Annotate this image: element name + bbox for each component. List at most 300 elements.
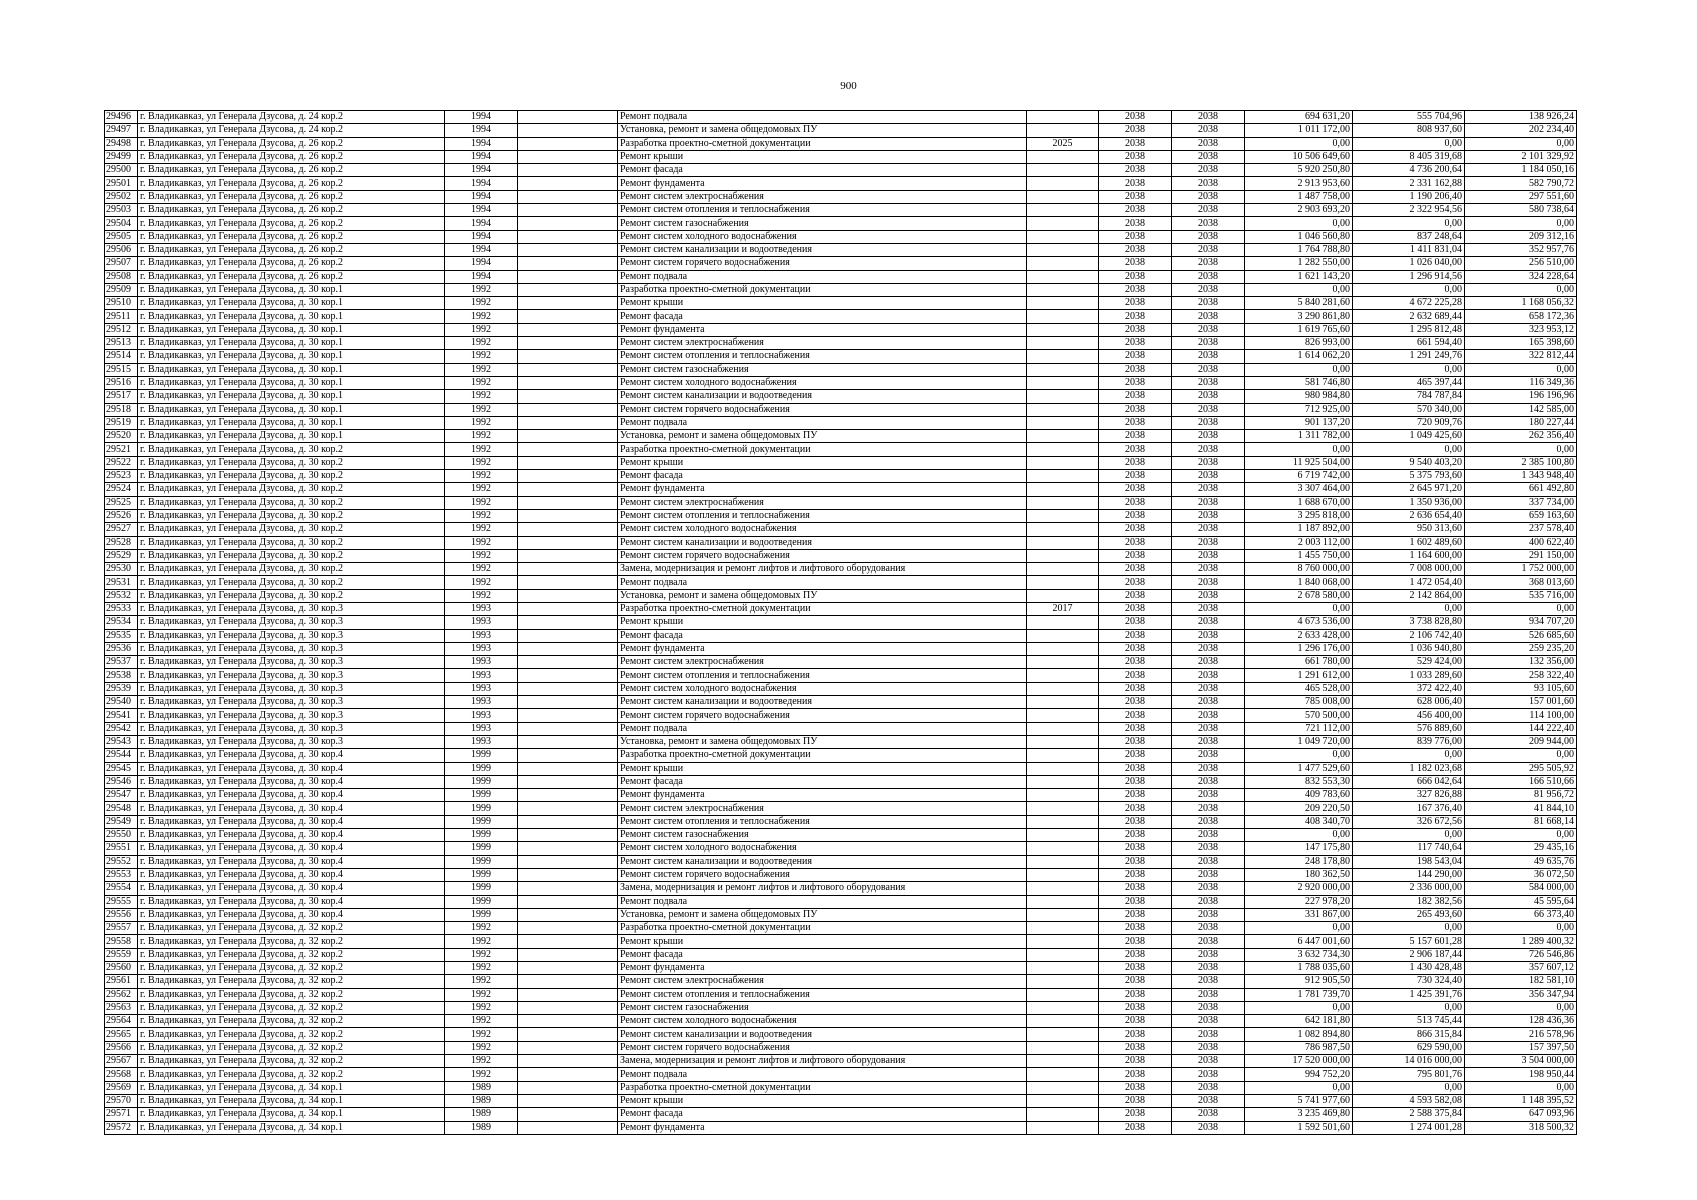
cell-plan-year-start: 2038	[1099, 376, 1172, 389]
cell-address: г. Владикавказ, ул Генерала Дзусова, д. 26 кор.2	[138, 150, 445, 163]
cell-address: г. Владикавказ, ул Генерала Дзусова, д. 32 кор.2	[138, 988, 445, 1001]
cell-empty-col	[518, 589, 618, 602]
cell-owner-cost: 144 222,40	[1465, 722, 1577, 735]
cell-fund-cost: 0,00	[1353, 363, 1465, 376]
cell-address: г. Владикавказ, ул Генерала Дзусова, д. 26 кор.2	[138, 177, 445, 190]
cell-owner-cost: 356 347,94	[1465, 988, 1577, 1001]
cell-design-year	[1027, 164, 1099, 177]
cell-total-cost: 1 046 560,80	[1245, 230, 1353, 243]
cell-work-type: Разработка проектно-сметной документации	[618, 1081, 1027, 1094]
table-row	[105, 1001, 1577, 1014]
cell-fund-cost: 1 026 040,00	[1353, 257, 1465, 270]
cell-build-year: 1992	[445, 376, 518, 389]
cell-plan-year-end: 2038	[1172, 696, 1245, 709]
cell-empty-col	[518, 443, 618, 456]
cell-total-cost: 2 913 953,60	[1245, 177, 1353, 190]
cell-plan-year-end: 2038	[1172, 735, 1245, 748]
cell-work-type: Ремонт систем канализации и водоотведения	[618, 696, 1027, 709]
cell-fund-cost: 576 889,60	[1353, 722, 1465, 735]
cell-empty-col	[518, 829, 618, 842]
cell-total-cost: 1 781 739,70	[1245, 988, 1353, 1001]
cell-fund-cost: 0,00	[1353, 443, 1465, 456]
cell-owner-cost: 526 685,60	[1465, 629, 1577, 642]
cell-plan-year-end: 2038	[1172, 297, 1245, 310]
table-row	[105, 257, 1577, 270]
cell-total-cost: 642 181,80	[1245, 1015, 1353, 1028]
cell-address: г. Владикавказ, ул Генерала Дзусова, д. 30 кор.3	[138, 656, 445, 669]
cell-address: г. Владикавказ, ул Генерала Дзусова, д. 30 кор.2	[138, 589, 445, 602]
cell-fund-cost: 555 704,96	[1353, 111, 1465, 124]
table-row	[105, 855, 1577, 868]
cell-address: г. Владикавказ, ул Генерала Дзусова, д. 30 кор.2	[138, 536, 445, 549]
cell-build-year: 1999	[445, 842, 518, 855]
cell-row-number: 29572	[105, 1121, 138, 1134]
cell-plan-year-end: 2038	[1172, 709, 1245, 722]
table-row	[105, 363, 1577, 376]
table-row	[105, 762, 1577, 775]
cell-plan-year-start: 2038	[1099, 443, 1172, 456]
cell-plan-year-end: 2038	[1172, 975, 1245, 988]
cell-design-year	[1027, 257, 1099, 270]
cell-plan-year-end: 2038	[1172, 217, 1245, 230]
cell-plan-year-start: 2038	[1099, 882, 1172, 895]
cell-owner-cost: 196 196,96	[1465, 390, 1577, 403]
cell-empty-col	[518, 337, 618, 350]
cell-total-cost: 0,00	[1245, 922, 1353, 935]
cell-work-type: Разработка проектно-сметной документации	[618, 922, 1027, 935]
cell-empty-col	[518, 696, 618, 709]
cell-build-year: 1993	[445, 616, 518, 629]
cell-row-number: 29543	[105, 735, 138, 748]
cell-build-year: 1993	[445, 656, 518, 669]
cell-fund-cost: 628 006,40	[1353, 696, 1465, 709]
cell-total-cost: 0,00	[1245, 602, 1353, 615]
table-row	[105, 124, 1577, 137]
cell-work-type: Ремонт подвала	[618, 270, 1027, 283]
cell-build-year: 1992	[445, 337, 518, 350]
cell-plan-year-start: 2038	[1099, 470, 1172, 483]
cell-work-type: Ремонт систем холодного водоснабжения	[618, 682, 1027, 695]
cell-plan-year-start: 2038	[1099, 204, 1172, 217]
cell-build-year: 1989	[445, 1108, 518, 1121]
cell-empty-col	[518, 669, 618, 682]
cell-work-type: Ремонт систем отопления и теплоснабжения	[618, 988, 1027, 1001]
cell-owner-cost: 81 956,72	[1465, 789, 1577, 802]
cell-plan-year-end: 2038	[1172, 257, 1245, 270]
cell-total-cost: 3 307 464,00	[1245, 483, 1353, 496]
cell-row-number: 29571	[105, 1108, 138, 1121]
cell-owner-cost: 659 163,60	[1465, 509, 1577, 522]
cell-fund-cost: 2 645 971,20	[1353, 483, 1465, 496]
cell-design-year	[1027, 882, 1099, 895]
table-row	[105, 962, 1577, 975]
cell-work-type: Ремонт крыши	[618, 935, 1027, 948]
cell-total-cost: 2 920 000,00	[1245, 882, 1353, 895]
table-row	[105, 137, 1577, 150]
cell-fund-cost: 1 425 391,76	[1353, 988, 1465, 1001]
cell-address: г. Владикавказ, ул Генерала Дзусова, д. 26 кор.2	[138, 230, 445, 243]
cell-plan-year-end: 2038	[1172, 1041, 1245, 1054]
cell-owner-cost: 132 356,00	[1465, 656, 1577, 669]
cell-address: г. Владикавказ, ул Генерала Дзусова, д. 30 кор.2	[138, 496, 445, 509]
cell-work-type: Ремонт систем электроснабжения	[618, 975, 1027, 988]
cell-design-year	[1027, 350, 1099, 363]
cell-total-cost: 227 978,20	[1245, 895, 1353, 908]
cell-empty-col	[518, 111, 618, 124]
cell-work-type: Ремонт подвала	[618, 895, 1027, 908]
cell-empty-col	[518, 483, 618, 496]
cell-build-year: 1992	[445, 1001, 518, 1014]
table-row	[105, 842, 1577, 855]
cell-empty-col	[518, 616, 618, 629]
cell-plan-year-end: 2038	[1172, 775, 1245, 788]
cell-build-year: 1999	[445, 829, 518, 842]
cell-work-type: Ремонт крыши	[618, 762, 1027, 775]
cell-work-type: Разработка проектно-сметной документации	[618, 602, 1027, 615]
cell-work-type: Ремонт систем горячего водоснабжения	[618, 709, 1027, 722]
cell-design-year	[1027, 416, 1099, 429]
cell-plan-year-start: 2038	[1099, 829, 1172, 842]
cell-empty-col	[518, 789, 618, 802]
table-row	[105, 523, 1577, 536]
cell-plan-year-end: 2038	[1172, 137, 1245, 150]
cell-empty-col	[518, 642, 618, 655]
cell-plan-year-end: 2038	[1172, 616, 1245, 629]
cell-owner-cost: 726 546,86	[1465, 948, 1577, 961]
table-row	[105, 1108, 1577, 1121]
cell-build-year: 1994	[445, 257, 518, 270]
cell-work-type: Ремонт систем отопления и теплоснабжения	[618, 350, 1027, 363]
cell-plan-year-end: 2038	[1172, 111, 1245, 124]
cell-address: г. Владикавказ, ул Генерала Дзусова, д. 26 кор.2	[138, 270, 445, 283]
cell-fund-cost: 720 909,76	[1353, 416, 1465, 429]
cell-plan-year-start: 2038	[1099, 948, 1172, 961]
cell-address: г. Владикавказ, ул Генерала Дзусова, д. 32 кор.2	[138, 1028, 445, 1041]
cell-fund-cost: 666 042,64	[1353, 775, 1465, 788]
cell-total-cost: 832 553,30	[1245, 775, 1353, 788]
cell-plan-year-start: 2038	[1099, 642, 1172, 655]
cell-fund-cost: 1 296 914,56	[1353, 270, 1465, 283]
cell-total-cost: 1 282 550,00	[1245, 257, 1353, 270]
table-row	[105, 376, 1577, 389]
cell-plan-year-start: 2038	[1099, 1094, 1172, 1107]
cell-address: г. Владикавказ, ул Генерала Дзусова, д. 26 кор.2	[138, 257, 445, 270]
table-row	[105, 217, 1577, 230]
cell-design-year	[1027, 509, 1099, 522]
cell-owner-cost: 29 435,16	[1465, 842, 1577, 855]
cell-row-number: 29553	[105, 868, 138, 881]
cell-owner-cost: 237 578,40	[1465, 523, 1577, 536]
cell-owner-cost: 36 072,50	[1465, 868, 1577, 881]
cell-owner-cost: 0,00	[1465, 922, 1577, 935]
cell-plan-year-start: 2038	[1099, 496, 1172, 509]
cell-empty-col	[518, 177, 618, 190]
cell-work-type: Ремонт фундамента	[618, 642, 1027, 655]
cell-owner-cost: 323 953,12	[1465, 323, 1577, 336]
cell-build-year: 1999	[445, 855, 518, 868]
cell-plan-year-start: 2038	[1099, 363, 1172, 376]
cell-address: г. Владикавказ, ул Генерала Дзусова, д. 30 кор.2	[138, 509, 445, 522]
cell-plan-year-end: 2038	[1172, 1094, 1245, 1107]
cell-plan-year-end: 2038	[1172, 935, 1245, 948]
cell-total-cost: 6 719 742,00	[1245, 470, 1353, 483]
cell-owner-cost: 0,00	[1465, 363, 1577, 376]
cell-owner-cost: 318 500,32	[1465, 1121, 1577, 1134]
cell-plan-year-start: 2038	[1099, 722, 1172, 735]
cell-empty-col	[518, 536, 618, 549]
cell-design-year	[1027, 443, 1099, 456]
cell-plan-year-start: 2038	[1099, 709, 1172, 722]
cell-owner-cost: 661 492,80	[1465, 483, 1577, 496]
cell-fund-cost: 2 906 187,44	[1353, 948, 1465, 961]
table-row	[105, 775, 1577, 788]
cell-total-cost: 5 741 977,60	[1245, 1094, 1353, 1107]
cell-empty-col	[518, 270, 618, 283]
cell-plan-year-end: 2038	[1172, 762, 1245, 775]
cell-owner-cost: 142 585,00	[1465, 403, 1577, 416]
cell-address: г. Владикавказ, ул Генерала Дзусова, д. 30 кор.3	[138, 629, 445, 642]
cell-owner-cost: 157 397,50	[1465, 1041, 1577, 1054]
cell-plan-year-start: 2038	[1099, 523, 1172, 536]
cell-address: г. Владикавказ, ул Генерала Дзусова, д. 32 кор.2	[138, 948, 445, 961]
cell-design-year	[1027, 1108, 1099, 1121]
cell-plan-year-end: 2038	[1172, 1068, 1245, 1081]
cell-build-year: 1992	[445, 390, 518, 403]
cell-design-year	[1027, 1041, 1099, 1054]
cell-fund-cost: 570 340,00	[1353, 403, 1465, 416]
cell-owner-cost: 297 551,60	[1465, 190, 1577, 203]
cell-row-number: 29540	[105, 696, 138, 709]
table-row	[105, 1028, 1577, 1041]
cell-fund-cost: 1 291 249,76	[1353, 350, 1465, 363]
table-row	[105, 935, 1577, 948]
cell-design-year	[1027, 536, 1099, 549]
cell-row-number: 29517	[105, 390, 138, 403]
cell-fund-cost: 529 424,00	[1353, 656, 1465, 669]
cell-owner-cost: 81 668,14	[1465, 815, 1577, 828]
cell-empty-col	[518, 430, 618, 443]
table-row	[105, 563, 1577, 576]
cell-address: г. Владикавказ, ул Генерала Дзусова, д. 30 кор.4	[138, 775, 445, 788]
cell-fund-cost: 4 593 582,08	[1353, 1094, 1465, 1107]
cell-owner-cost: 400 622,40	[1465, 536, 1577, 549]
cell-plan-year-start: 2038	[1099, 416, 1172, 429]
cell-plan-year-end: 2038	[1172, 1055, 1245, 1068]
cell-fund-cost: 808 937,60	[1353, 124, 1465, 137]
cell-address: г. Владикавказ, ул Генерала Дзусова, д. 26 кор.2	[138, 243, 445, 256]
cell-build-year: 1999	[445, 882, 518, 895]
cell-plan-year-start: 2038	[1099, 935, 1172, 948]
cell-owner-cost: 114 100,00	[1465, 709, 1577, 722]
cell-total-cost: 8 760 000,00	[1245, 563, 1353, 576]
cell-total-cost: 1 619 765,60	[1245, 323, 1353, 336]
cell-design-year	[1027, 1028, 1099, 1041]
cell-plan-year-start: 2038	[1099, 762, 1172, 775]
cell-address: г. Владикавказ, ул Генерала Дзусова, д. 30 кор.1	[138, 283, 445, 296]
cell-address: г. Владикавказ, ул Генерала Дзусова, д. 34 кор.1	[138, 1108, 445, 1121]
cell-owner-cost: 209 312,16	[1465, 230, 1577, 243]
cell-owner-cost: 1 168 056,32	[1465, 297, 1577, 310]
cell-plan-year-end: 2038	[1172, 669, 1245, 682]
cell-empty-col	[518, 257, 618, 270]
cell-build-year: 1999	[445, 868, 518, 881]
cell-row-number: 29550	[105, 829, 138, 842]
cell-fund-cost: 2 588 375,84	[1353, 1108, 1465, 1121]
cell-design-year	[1027, 682, 1099, 695]
cell-fund-cost: 4 736 200,64	[1353, 164, 1465, 177]
cell-plan-year-start: 2038	[1099, 696, 1172, 709]
cell-plan-year-start: 2038	[1099, 855, 1172, 868]
cell-build-year: 1994	[445, 150, 518, 163]
cell-plan-year-end: 2038	[1172, 602, 1245, 615]
cell-row-number: 29534	[105, 616, 138, 629]
cell-owner-cost: 291 150,00	[1465, 549, 1577, 562]
cell-total-cost: 408 340,70	[1245, 815, 1353, 828]
cell-design-year	[1027, 483, 1099, 496]
cell-row-number: 29544	[105, 749, 138, 762]
cell-build-year: 1994	[445, 230, 518, 243]
cell-address: г. Владикавказ, ул Генерала Дзусова, д. 30 кор.1	[138, 390, 445, 403]
cell-build-year: 1994	[445, 137, 518, 150]
cell-address: г. Владикавказ, ул Генерала Дзусова, д. 30 кор.4	[138, 815, 445, 828]
cell-build-year: 1989	[445, 1094, 518, 1107]
cell-work-type: Ремонт крыши	[618, 1094, 1027, 1107]
cell-work-type: Ремонт систем холодного водоснабжения	[618, 1015, 1027, 1028]
cell-row-number: 29560	[105, 962, 138, 975]
cell-row-number: 29564	[105, 1015, 138, 1028]
cell-fund-cost: 784 787,84	[1353, 390, 1465, 403]
table-row	[105, 536, 1577, 549]
cell-build-year: 1992	[445, 323, 518, 336]
cell-empty-col	[518, 908, 618, 921]
cell-plan-year-start: 2038	[1099, 1068, 1172, 1081]
cell-row-number: 29556	[105, 908, 138, 921]
cell-design-year	[1027, 1068, 1099, 1081]
cell-fund-cost: 0,00	[1353, 602, 1465, 615]
cell-plan-year-end: 2038	[1172, 1028, 1245, 1041]
cell-plan-year-end: 2038	[1172, 829, 1245, 842]
cell-work-type: Ремонт фасада	[618, 164, 1027, 177]
cell-empty-col	[518, 230, 618, 243]
cell-work-type: Ремонт фундамента	[618, 962, 1027, 975]
cell-row-number: 29529	[105, 549, 138, 562]
cell-plan-year-start: 2038	[1099, 390, 1172, 403]
cell-row-number: 29561	[105, 975, 138, 988]
cell-address: г. Владикавказ, ул Генерала Дзусова, д. 32 кор.2	[138, 962, 445, 975]
cell-plan-year-start: 2038	[1099, 1055, 1172, 1068]
cell-owner-cost: 3 504 000,00	[1465, 1055, 1577, 1068]
cell-total-cost: 712 925,00	[1245, 403, 1353, 416]
cell-total-cost: 1 788 035,60	[1245, 962, 1353, 975]
cell-empty-col	[518, 855, 618, 868]
cell-work-type: Ремонт крыши	[618, 616, 1027, 629]
cell-row-number: 29519	[105, 416, 138, 429]
table-row	[105, 430, 1577, 443]
cell-plan-year-start: 2038	[1099, 616, 1172, 629]
cell-work-type: Разработка проектно-сметной документации	[618, 749, 1027, 762]
cell-build-year: 1992	[445, 363, 518, 376]
cell-total-cost: 694 631,20	[1245, 111, 1353, 124]
cell-fund-cost: 1 472 054,40	[1353, 576, 1465, 589]
cell-owner-cost: 0,00	[1465, 1001, 1577, 1014]
cell-row-number: 29541	[105, 709, 138, 722]
cell-empty-col	[518, 363, 618, 376]
cell-total-cost: 209 220,50	[1245, 802, 1353, 815]
cell-row-number: 29568	[105, 1068, 138, 1081]
cell-total-cost: 1 614 062,20	[1245, 350, 1353, 363]
cell-owner-cost: 584 000,00	[1465, 882, 1577, 895]
cell-plan-year-end: 2038	[1172, 230, 1245, 243]
cell-plan-year-end: 2038	[1172, 589, 1245, 602]
cell-design-year	[1027, 962, 1099, 975]
cell-empty-col	[518, 842, 618, 855]
cell-plan-year-end: 2038	[1172, 270, 1245, 283]
cell-design-year	[1027, 1015, 1099, 1028]
table-row	[105, 709, 1577, 722]
cell-build-year: 1994	[445, 124, 518, 137]
cell-total-cost: 1 187 892,00	[1245, 523, 1353, 536]
cell-build-year: 1992	[445, 576, 518, 589]
cell-row-number: 29505	[105, 230, 138, 243]
cell-plan-year-start: 2038	[1099, 483, 1172, 496]
cell-fund-cost: 327 826,88	[1353, 789, 1465, 802]
cell-work-type: Ремонт систем электроснабжения	[618, 337, 1027, 350]
cell-build-year: 1992	[445, 297, 518, 310]
cell-plan-year-end: 2038	[1172, 815, 1245, 828]
cell-owner-cost: 166 510,66	[1465, 775, 1577, 788]
table-row	[105, 177, 1577, 190]
cell-plan-year-end: 2038	[1172, 177, 1245, 190]
cell-build-year: 1992	[445, 310, 518, 323]
cell-design-year	[1027, 390, 1099, 403]
cell-row-number: 29501	[105, 177, 138, 190]
cell-owner-cost: 66 373,40	[1465, 908, 1577, 921]
cell-total-cost: 994 752,20	[1245, 1068, 1353, 1081]
cell-design-year	[1027, 576, 1099, 589]
cell-empty-col	[518, 775, 618, 788]
cell-total-cost: 0,00	[1245, 283, 1353, 296]
cell-empty-col	[518, 1068, 618, 1081]
cell-work-type: Установка, ремонт и замена общедомовых ПУ	[618, 124, 1027, 137]
cell-plan-year-end: 2038	[1172, 868, 1245, 881]
cell-total-cost: 721 112,00	[1245, 722, 1353, 735]
cell-address: г. Владикавказ, ул Генерала Дзусова, д. 30 кор.4	[138, 882, 445, 895]
cell-total-cost: 980 984,80	[1245, 390, 1353, 403]
table-row	[105, 975, 1577, 988]
cell-empty-col	[518, 509, 618, 522]
cell-empty-col	[518, 656, 618, 669]
cell-row-number: 29503	[105, 204, 138, 217]
cell-address: г. Владикавказ, ул Генерала Дзусова, д. 30 кор.1	[138, 297, 445, 310]
cell-design-year	[1027, 589, 1099, 602]
cell-fund-cost: 1 430 428,48	[1353, 962, 1465, 975]
table-row	[105, 323, 1577, 336]
cell-empty-col	[518, 762, 618, 775]
cell-row-number: 29547	[105, 789, 138, 802]
cell-total-cost: 2 678 580,00	[1245, 589, 1353, 602]
table-body	[105, 111, 1577, 1135]
cell-row-number: 29533	[105, 602, 138, 615]
cell-empty-col	[518, 1015, 618, 1028]
cell-plan-year-start: 2038	[1099, 230, 1172, 243]
cell-plan-year-end: 2038	[1172, 842, 1245, 855]
cell-row-number: 29500	[105, 164, 138, 177]
cell-fund-cost: 629 590,00	[1353, 1041, 1465, 1054]
cell-address: г. Владикавказ, ул Генерала Дзусова, д. 30 кор.1	[138, 323, 445, 336]
cell-work-type: Ремонт систем холодного водоснабжения	[618, 523, 1027, 536]
cell-work-type: Замена, модернизация и ремонт лифтов и лифтового оборудования	[618, 882, 1027, 895]
table-row	[105, 190, 1577, 203]
